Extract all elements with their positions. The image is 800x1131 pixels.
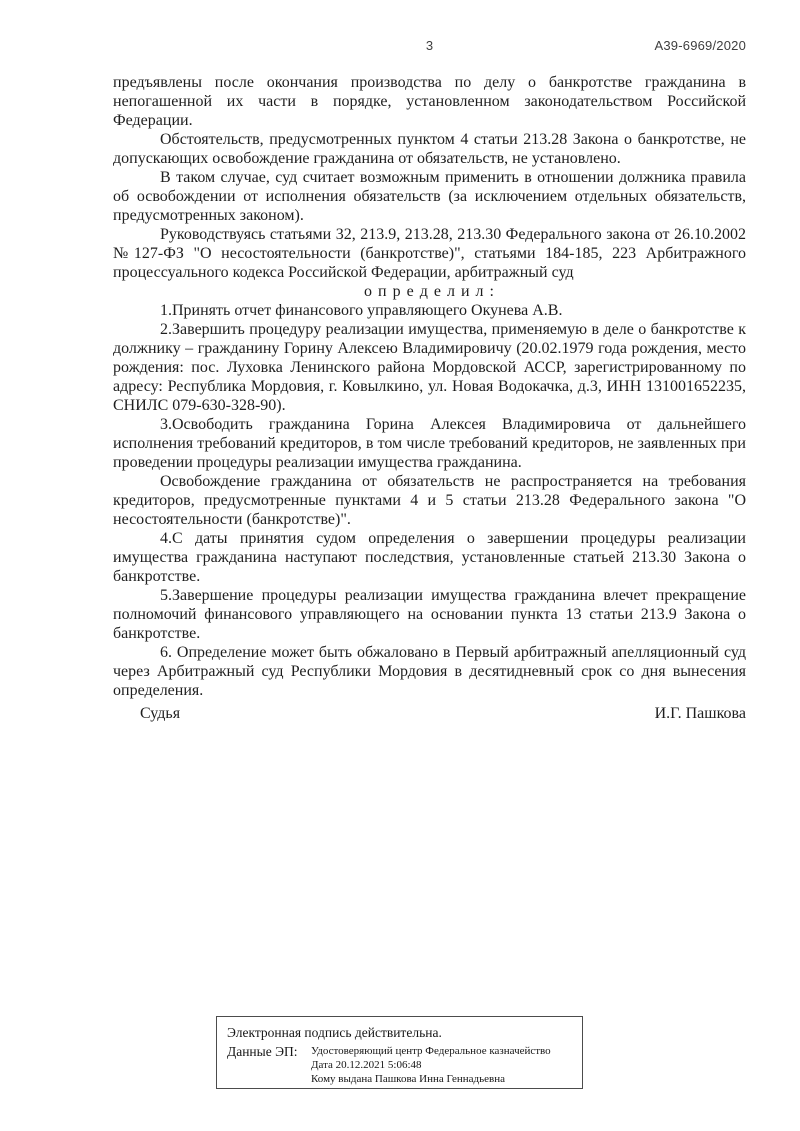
stamp-detail-date: Дата 20.12.2021 5:06:48 [311,1059,422,1071]
signature-row [113,704,746,723]
stamp-detail-issued-to: Кому выдана Пашкова Инна Геннадьевна [311,1073,506,1085]
electronic-signature-stamp [216,1016,583,1089]
paragraph-legal-basis: Руководствуясь статьями 32, 213.9, 213.28, 213.30 Федерального закона от 26.10.2002 №127-ФЗ "О несостоятельности (банкротстве)", статьями 184-185, 223 Арбитражного процессуального кодекса Российской Федерации, арбитражный суд [113,226,746,281]
stamp-data-row [227,1044,574,1086]
page-number: 3 [425,38,434,53]
paragraph-continuation: предъявлены после окончания производства по делу о банкротстве гражданина в непогашенной их части в порядке, установленном законодательством Российской Федерации. [113,74,746,129]
paragraph-circumstances: Обстоятельств, предусмотренных пунктом 4 статьи 213.28 Закона о банкротстве, не допускающих освобождение гражданина от обязательств, не установлено. [113,131,746,167]
ruling-item-4: 4.С даты принятия судом определения о завершении процедуры реализации имущества гражданина наступают последствия, установленные статьей 213.30 Закона о банкротстве. [113,530,746,585]
ruling-item-5: 5.Завершение процедуры реализации имущества гражданина влечет прекращение полномочий финансового управляющего на основании пункта 13 статьи 213.9 Закона о банкротстве. [113,587,746,642]
ruling-item-6: 6. Определение может быть обжаловано в Первый арбитражный апелляционный суд через Арбитражный суд Республики Мордовия в десятидневный срок со дня вынесения определения. [113,644,746,699]
paragraph-court-position: В таком случае, суд считает возможным применить в отношении должника правила об освобождении от исполнения обязательств (за исключением отдельных обязательств, предусмотренных законом). [113,169,746,224]
stamp-validity-text: Электронная подпись действительна. [227,1025,442,1040]
judge-label: Судья [140,705,181,722]
ruling-item-1: 1.Принять отчет финансового управляющего Окунева А.В. [160,302,563,319]
judge-name: И.Г. Пашкова [654,705,746,722]
stamp-data-label: Данные ЭП: [227,1044,298,1059]
ruling-item-3-note: Освобождение гражданина от обязательств не распространяется на требования кредиторов, предусмотренные пунктами 4 и 5 статьи 213.28 Федерального закона "О несостоятельности (банкротстве)". [113,473,746,528]
case-number: А39-6969/2020 [654,38,747,53]
page-header [113,38,746,53]
ruling-item-2: 2.Завершить процедуру реализации имущества, применяемую в деле о банкротстве к должнику – гражданину Горину Алексею Владимировичу (20.02.1979 года рождения, место рождения: пос. Луховка Ленинского района Мордовской АССР, зарегистрированному по адресу: Республика Мордовия, г. Ковылкино, ул. Новая Водокачка, д.3, ИНН 131001652235, СНИЛС 079-630-328-90). [113,321,746,414]
resolution-word: о п р е д е л и л : [364,283,495,300]
stamp-details [311,1044,551,1086]
ruling-item-3: 3.Освободить гражданина Горина Алексея Владимировича от дальнейшего исполнения требований кредиторов, в том числе требований кредиторов, не заявленных при проведении процедуры реализации имущества гражданина. [113,416,746,471]
document-body [113,73,746,700]
stamp-detail-authority: Удостоверяющий центр Федеральное казначейство [311,1045,551,1057]
